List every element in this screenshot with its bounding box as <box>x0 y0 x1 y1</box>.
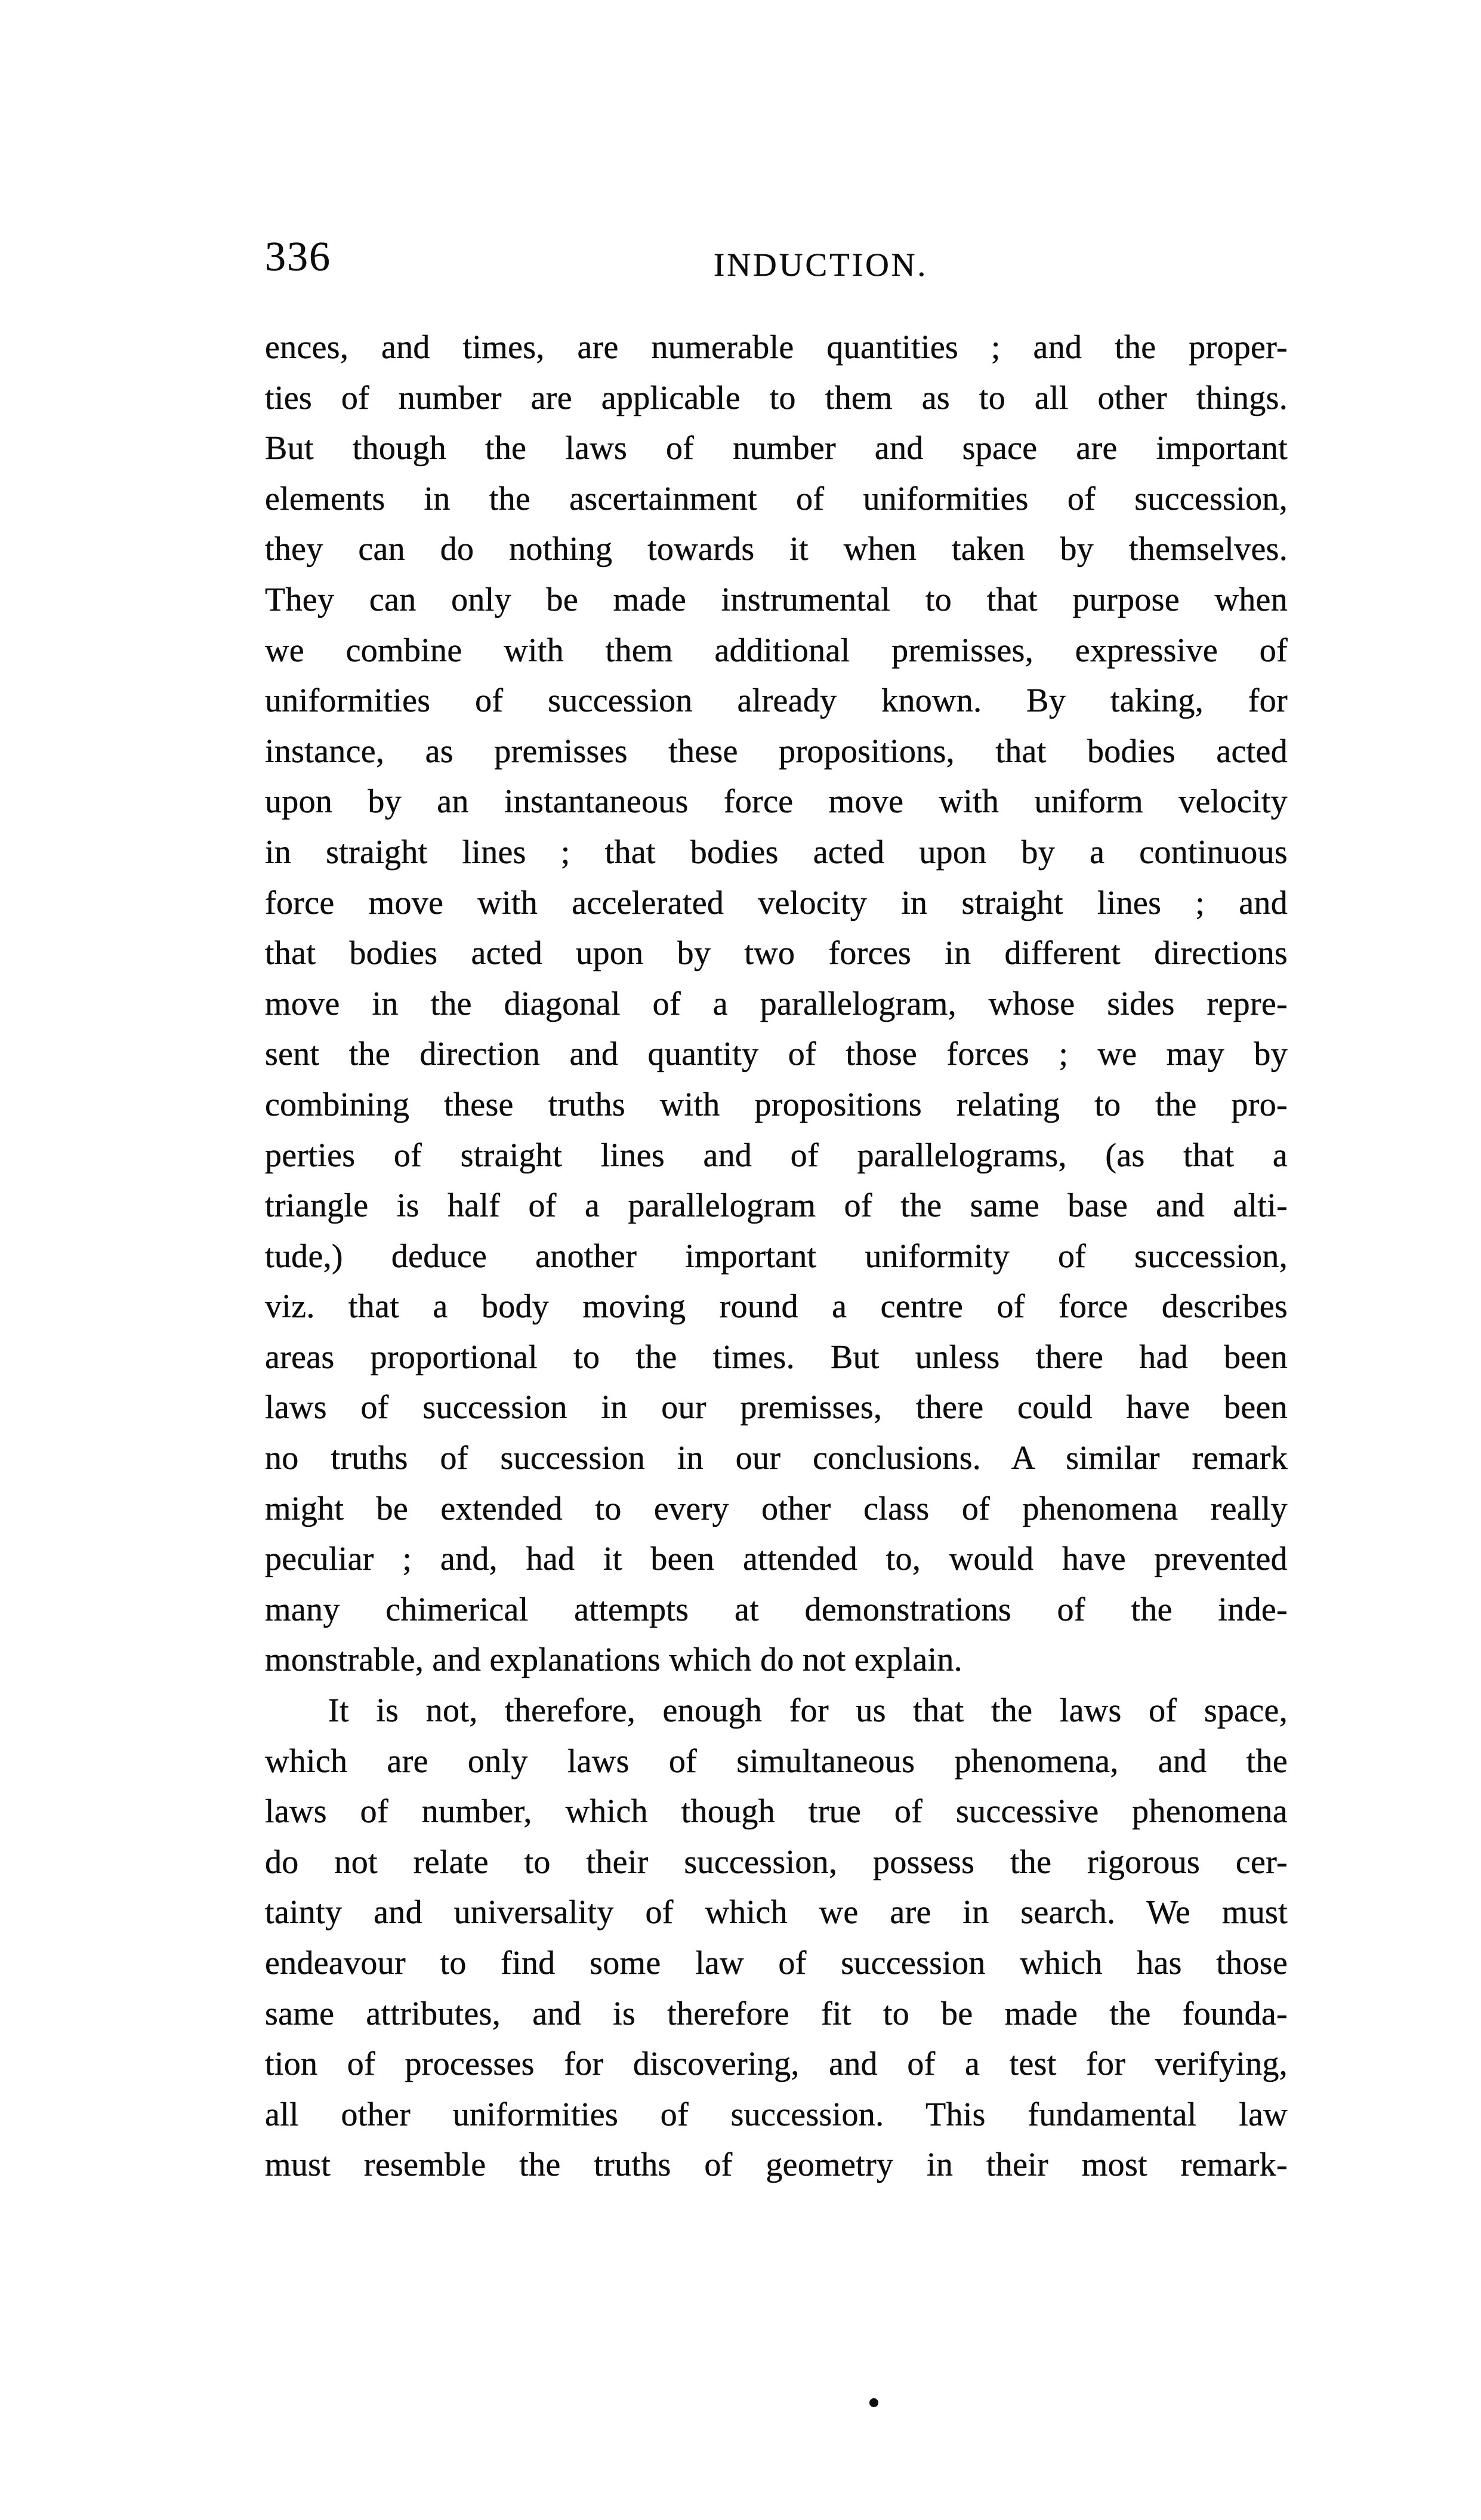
text-line: must resemble the truths of geometry in their most remark- <box>265 2146 1288 2184</box>
text-line: peculiar ; and, had it been attended to, would have prevented <box>265 1541 1288 1578</box>
text-line: force move with accelerated velocity in straight lines ; and <box>265 884 1288 922</box>
text-line: It is not, therefore, enough for us that the laws of space, <box>328 1692 1288 1730</box>
text-line: combining these truths with propositions relating to the pro- <box>265 1086 1288 1123</box>
text-line: triangle is half of a parallelogram of the same base and alti- <box>265 1187 1288 1225</box>
text-line: But though the laws of number and space are important <box>265 430 1288 467</box>
text-line: elements in the ascertainment of uniformities of succession, <box>265 480 1288 517</box>
text-line: monstrable, and explanations which do not explain. <box>265 1641 962 1679</box>
text-line: same attributes, and is therefore fit to be made the founda- <box>265 1995 1288 2032</box>
text-line: ences, and times, are numerable quantities ; and the proper- <box>265 329 1288 366</box>
text-line: move in the diagonal of a parallelogram, whose sides repre- <box>265 985 1288 1022</box>
text-line: ties of number are applicable to them as to all other things. <box>265 379 1288 417</box>
text-line: no truths of succession in our conclusions. A similar remark <box>265 1440 1288 1477</box>
text-line: areas proportional to the times. But unless there had been <box>265 1338 1288 1376</box>
text-line: endeavour to find some law of succession which has those <box>265 1945 1288 1982</box>
text-line: upon by an instantaneous force move with uniform velocity <box>265 783 1288 821</box>
text-line: perties of straight lines and of parallelograms, (as that a <box>265 1136 1288 1174</box>
running-head: INDUCTION. <box>714 247 928 283</box>
text-line: in straight lines ; that bodies acted upon by a continuous <box>265 833 1288 871</box>
text-line: They can only be made instrumental to that purpose when <box>265 581 1288 618</box>
text-line: which are only laws of simultaneous phenomena, and the <box>265 1742 1288 1780</box>
text-line: laws of number, which though true of successive phenomena <box>265 1793 1288 1831</box>
ink-dot-artifact <box>869 2398 878 2407</box>
text-line: might be extended to every other class of phenomena really <box>265 1490 1288 1527</box>
text-line: that bodies acted upon by two forces in different directions <box>265 935 1288 972</box>
text-line: instance, as premisses these propositions, that bodies acted <box>265 732 1288 770</box>
page-number: 336 <box>265 234 331 280</box>
text-line: sent the direction and quantity of those forces ; we may by <box>265 1036 1288 1073</box>
text-line: viz. that a body moving round a centre of force describes <box>265 1288 1288 1326</box>
text-line: they can do nothing towards it when taken by themselves. <box>265 531 1288 568</box>
text-line: do not relate to their succession, possess the rigorous cer- <box>265 1843 1288 1881</box>
text-line: tion of processes for discovering, and of a test for verifying, <box>265 2045 1288 2083</box>
body-text <box>265 322 1288 2191</box>
text-line: we combine with them additional premisses, expressive of <box>265 631 1288 669</box>
text-line: laws of succession in our premisses, there could have been <box>265 1389 1288 1427</box>
text-line: all other uniformities of succession. This fundamental law <box>265 2096 1288 2133</box>
text-line: uniformities of succession already known. By taking, for <box>265 682 1288 720</box>
text-line: tainty and universality of which we are in search. We must <box>265 1894 1288 1931</box>
text-line: many chimerical attempts at demonstrations of the inde- <box>265 1591 1288 1628</box>
text-line: tude,) deduce another important uniformity of succession, <box>265 1237 1288 1275</box>
